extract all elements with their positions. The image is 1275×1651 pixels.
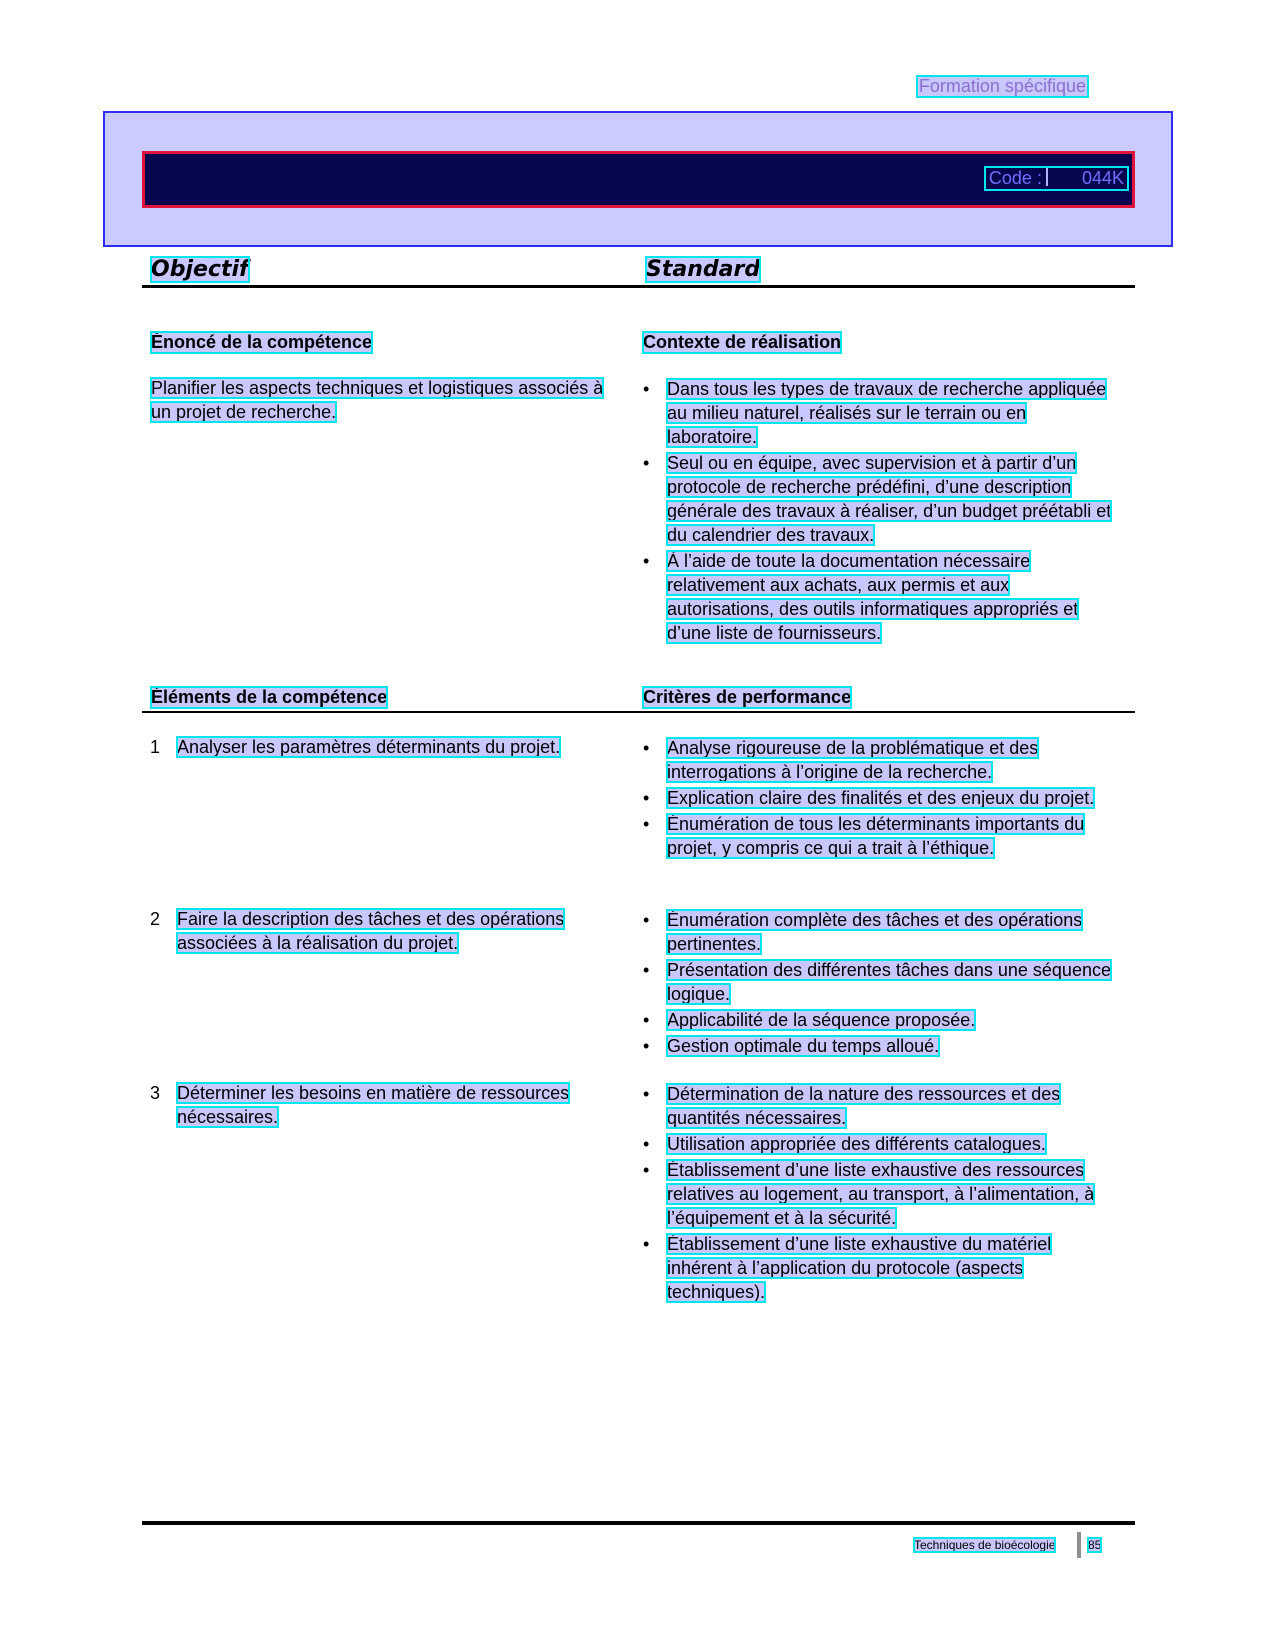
element-number: 2 (150, 909, 161, 929)
element-number: 1 (150, 737, 161, 757)
list-item: • Établissement d’une liste exhaustive des ressources relatives au logement, au transport, à l’alimentation, à l’équipement et à la sécurité. (640, 1158, 1120, 1230)
footer-divider (1077, 1532, 1081, 1558)
element-text: Analyser les paramètres déterminants du projet. (177, 737, 561, 757)
elements-rule (142, 711, 1135, 713)
code-separator (1046, 168, 1048, 186)
elements-heading: Éléments de la compétence (151, 687, 388, 707)
element-text: Déterminer les besoins en matière de ressources nécessaires. (177, 1083, 570, 1127)
criteria-list-3 (640, 1082, 1120, 1306)
list-item: • Applicabilité de la séquence proposée. (640, 1008, 1120, 1032)
heading-rule (142, 285, 1135, 288)
list-item: • Énumération complète des tâches et des opérations pertinentes. (640, 908, 1120, 956)
statement-text: Planifier les aspects techniques et logistiques associés à un projet de recherche. (151, 378, 604, 422)
list-item: • Analyse rigoureuse de la problématique et des interrogations à l’origine de la recherche. (640, 736, 1120, 784)
column-heading-objective: Objectif (151, 257, 249, 282)
list-item: • Détermination de la nature des ressources et des quantités nécessaires. (640, 1082, 1120, 1130)
element-number: 3 (150, 1083, 161, 1103)
code-value: 044K (1081, 168, 1124, 188)
list-item: • Énumération de tous les déterminants importants du projet, y compris ce qui a trait à l’éthique. (640, 812, 1120, 860)
criteria-list-1 (640, 736, 1120, 862)
criteria-heading: Critères de performance (643, 687, 852, 707)
list-item: • Présentation des différentes tâches dans une séquence logique. (640, 958, 1120, 1006)
list-item: • Seul ou en équipe, avec supervision et à partir d’un protocole de recherche prédéfini, d’une description générale des travaux à réaliser, d’un budget préétabli et du calendrier des travaux. (640, 451, 1120, 547)
footer-rule (142, 1521, 1135, 1525)
list-item: • Explication claire des finalités et des enjeux du projet. (640, 786, 1120, 810)
list-item: • Dans tous les types de travaux de recherche appliquée au milieu naturel, réalisés sur le terrain ou en laboratoire. (640, 377, 1120, 449)
list-item: • À l’aide de toute la documentation nécessaire relativement aux achats, aux permis et aux autorisations, des outils informatiques appropriés et d’une liste de fournisseurs. (640, 549, 1120, 645)
context-heading: Contexte de réalisation (643, 332, 842, 352)
page-number: 85 (1088, 1538, 1102, 1552)
element-text: Faire la description des tâches et des opérations associées à la réalisation du projet. (177, 909, 565, 953)
title-bar (142, 151, 1135, 208)
code-label: Code : (988, 168, 1042, 188)
list-item: • Établissement d’une liste exhaustive du matériel inhérent à l’application du protocole (aspects techniques). (640, 1232, 1120, 1304)
element-3 (150, 1081, 620, 1129)
footer-program: Techniques de bioécologie (914, 1538, 1056, 1552)
statement-heading: Énoncé de la compétence (151, 332, 373, 352)
criteria-list-2 (640, 908, 1120, 1060)
code-box (986, 168, 1127, 189)
column-heading-standard: Standard (646, 257, 761, 282)
element-2 (150, 907, 620, 955)
list-item: • Utilisation appropriée des différents catalogues. (640, 1132, 1120, 1156)
context-list (640, 377, 1120, 647)
element-1 (150, 735, 620, 759)
section-label: Formation spécifique (918, 76, 1086, 96)
list-item: • Gestion optimale du temps alloué. (640, 1034, 1120, 1058)
